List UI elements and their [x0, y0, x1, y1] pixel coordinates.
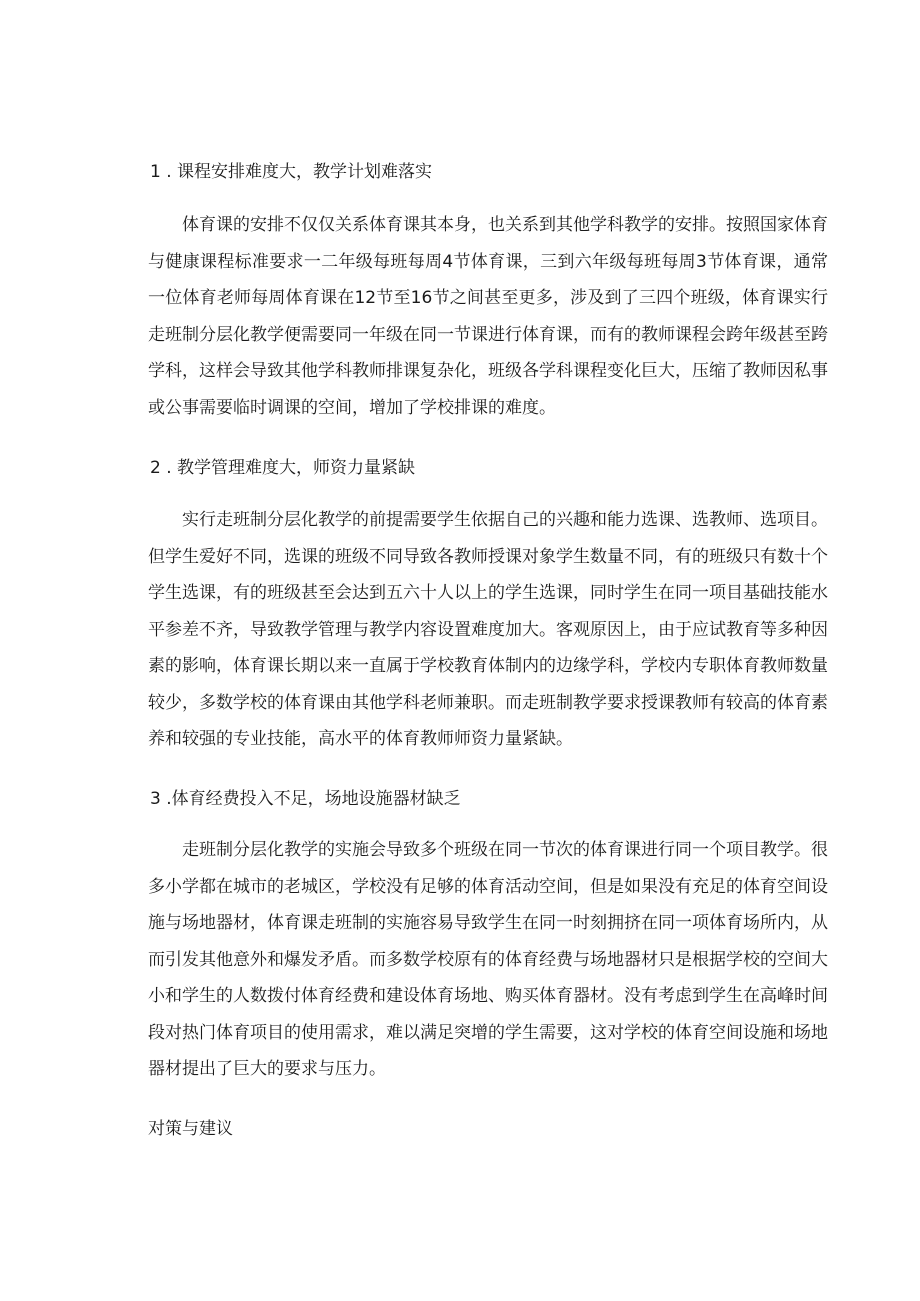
section-heading-1: 1 . 课程安排难度大，教学计划难落实 [150, 162, 433, 182]
section-body-3: 走班制分层化教学的实施会导致多个班级在同一节次的体育课进行同一个项目教学。很多小学都在城市的老城区，学校没有足够的体育活动空间，但是如果没有充足的体育空间设施与场地器材，体育课走班制的实施容易导致学生在同一时刻拥挤在同一项体育场所内，从而引发其他意外和爆发矛盾。而多数学校原有的体育经费与场地器材只是根据学校的空间大小和学生的人数拨付体育经费和建设体育场地、购买体育器材。没有考虑到学生在高峰时间段对热门体育项目的使用需求，难以满足突增的学生需要，这对学校的体育空间设施和场地器材提出了巨大的要求与压力。 [148, 840, 828, 1079]
section-body-1: 体育课的安排不仅仅关系体育课其本身，也关系到其他学科教学的安排。按照国家体育与健康课程标准要求一二年级每班每周4节体育课，三到六年级每班每周3节体育课，通常一位体育老师每周体育课在12节至16节之间甚至更多，涉及到了三四个班级，体育课实行走班制分层化教学便需要同一年级在同一节课进行体育课，而有的教师课程会跨年级甚至跨学科，这样会导致其他学科教师排课复杂化，班级各学科课程变化巨大，压缩了教师因私事或公事需要临时调课的空间，增加了学校排课的难度。 [148, 215, 828, 418]
section-heading-2: 2 . 教学管理难度大，师资力量紧缺 [150, 458, 416, 478]
closing-heading: 对策与建议 [148, 1119, 233, 1139]
section-body-2: 实行走班制分层化教学的前提需要学生依据自己的兴趣和能力选课、选教师、选项目。但学生爱好不同，选课的班级不同导致各教师授课对象学生数量不同，有的班级只有数十个学生选课，有的班级甚至会达到五六十人以上的学生选课，同时学生在同一项目基础技能水平参差不齐，导致教学管理与教学内容设置难度加大。客观原因上，由于应试教育等多种因素的影响，体育课长期以来一直属于学校教育体制内的边缘学科，学校内专职体育教师数量较少，多数学校的体育课由其他学科老师兼职。而走班制教学要求授课教师有较高的体育素养和较强的专业技能，高水平的体育教师师资力量紧缺。 [148, 510, 828, 749]
section-heading-3: 3 .体育经费投入不足，场地设施器材缺乏 [150, 789, 461, 809]
